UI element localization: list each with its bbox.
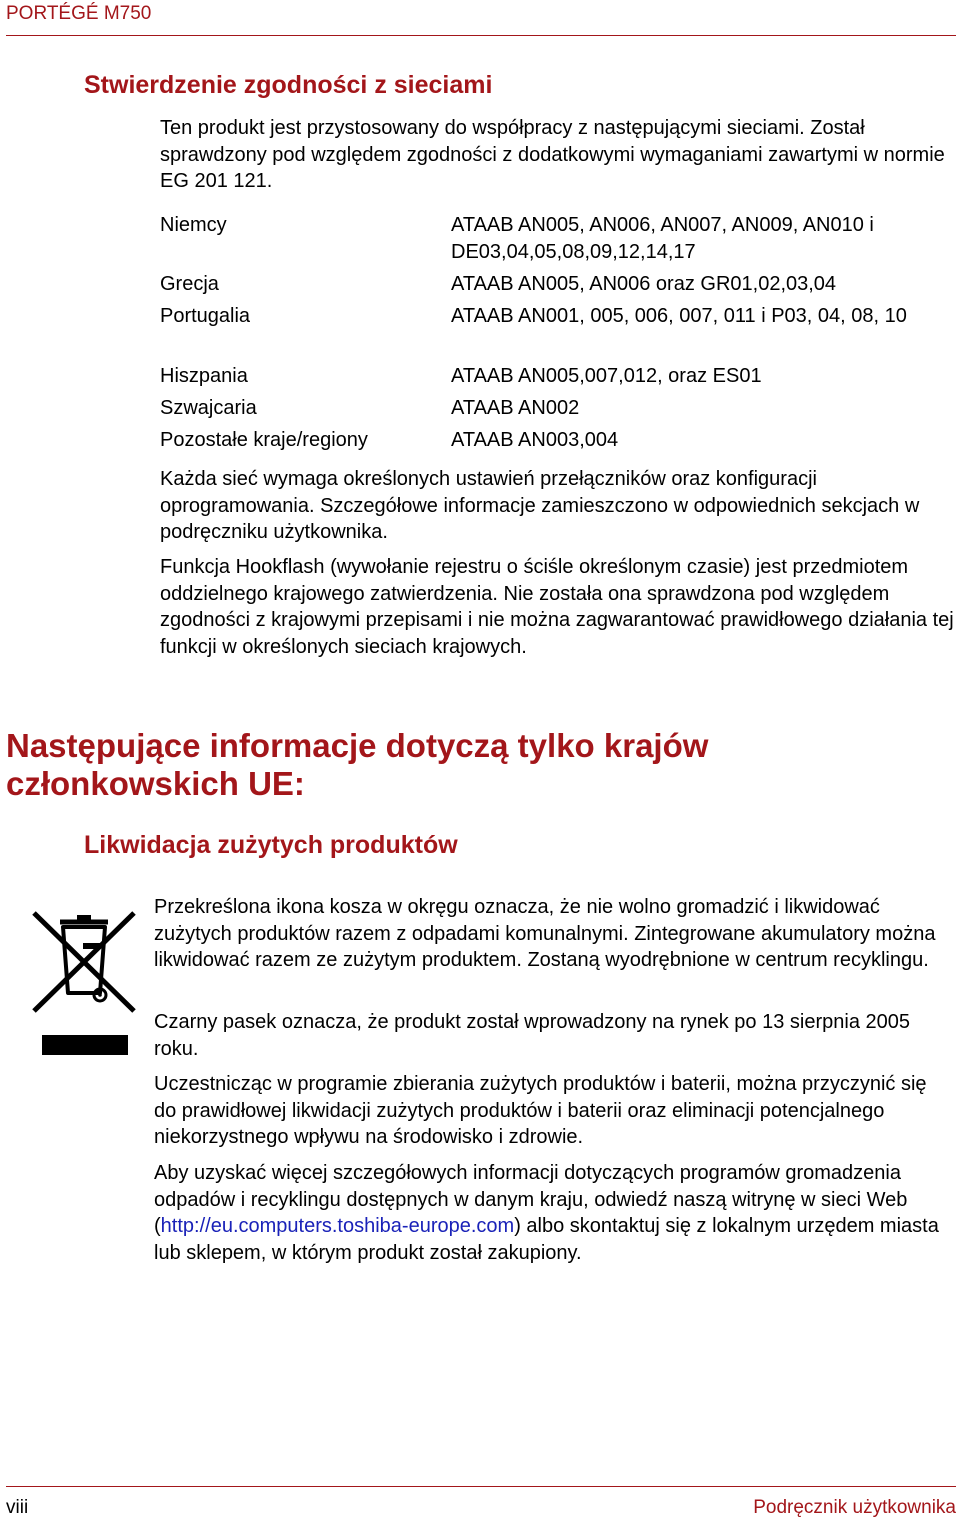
country-name: Hiszpania — [160, 365, 248, 387]
disposal-paragraph-3: Uczestnicząc w programie zbierania zużytych produktów i baterii, można przyczynić się do prawidłowej likwidacji zużytych produktów i baterii oraz eliminacji potencjalnego niekorzystnego wpływu na środowisko i zdrowie. — [154, 1073, 927, 1148]
manual-title: Podręcznik użytkownika — [753, 1497, 956, 1518]
network-codes: ATAAB AN002 — [451, 397, 580, 419]
crossed-out-wheelie-bin-icon — [30, 895, 140, 1065]
country-name: Szwajcaria — [160, 397, 257, 419]
configuration-paragraph: Każda sieć wymaga określonych ustawień przełączników oraz konfiguracji oprogramowania. Szczegółowe informacje zamieszczono w odpowiednich sekcjach w podręczniku użytkownika. — [160, 468, 920, 543]
eu-section-heading: Następujące informacje dotyczą tylko krajów członkowskich UE: — [6, 727, 709, 802]
page-number: viii — [6, 1497, 29, 1518]
header-rule — [6, 35, 956, 36]
disposal-paragraph-4 — [154, 1160, 954, 1266]
country-name: Pozostałe kraje/regiony — [160, 429, 368, 451]
disposal-paragraph-2: Czarny pasek oznacza, że produkt został wprowadzony na rynek po 13 sierpnia 2005 roku. — [154, 1011, 910, 1060]
network-codes: ATAAB AN005,007,012, oraz ES01 — [451, 365, 762, 387]
country-name: Grecja — [160, 273, 219, 295]
network-codes: ATAAB AN005, AN006 oraz GR01,02,03,04 — [451, 273, 837, 295]
country-name: Niemcy — [160, 214, 227, 236]
network-codes: ATAAB AN005, AN006, AN007, AN009, AN010 i DE03,04,05,08,09,12,14,17 — [451, 214, 874, 263]
text: ) albo skontaktuj się z lokalnym urzędem miasta lub sklepem, w którym produkt został zakupiony. — [154, 1215, 939, 1264]
footer-rule — [6, 1486, 956, 1487]
network-codes: ATAAB AN001, 005, 006, 007, 011 i P03, 04, 08, 10 — [451, 305, 907, 327]
network-codes: ATAAB AN003,004 — [451, 429, 619, 451]
hookflash-paragraph: Funkcja Hookflash (wywołanie rejestru o ściśle określonym czasie) jest przedmiotem oddzielnego krajowego zatwierdzenia. Nie została ona sprawdzona pod względem zgodności z krajowymi przepisami i nie można zagwarantować prawidłowego działania tej funkcji w określonych sieciach krajowych. — [160, 556, 954, 658]
text: Aby uzyskać więcej szczegółowych informacji dotyczących programów gromadzenia odpadów i recyklingu dostępnych w danym kraju, odwiedź naszą witrynę w sieci Web ( — [154, 1162, 908, 1237]
disposal-subheading: Likwidacja zużytych produktów — [84, 831, 458, 859]
toshiba-europe-link[interactable]: http://eu.computers.toshiba-europe.com — [160, 1215, 515, 1237]
country-name: Portugalia — [160, 305, 251, 327]
disposal-paragraph-1: Przekreślona ikona kosza w okręgu oznacza, że nie wolno gromadzić i likwidować zużytych produktów razem z odpadami komunalnymi. Zintegrowane akumulatory można likwidować razem ze zużytym produktem. Zostaną wyodrębnione w centrum recyklingu. — [154, 896, 936, 971]
running-header-title: PORTÉGÉ M750 — [6, 3, 152, 24]
intro-paragraph: Ten produkt jest przystosowany do współpracy z następującymi sieciami. Został sprawdzony pod względem zgodności z dodatkowymi wymaganiami zawartymi w normie EG 201 121. — [160, 117, 945, 192]
section-heading-network-compliance: Stwierdzenie zgodności z sieciami — [84, 71, 493, 99]
